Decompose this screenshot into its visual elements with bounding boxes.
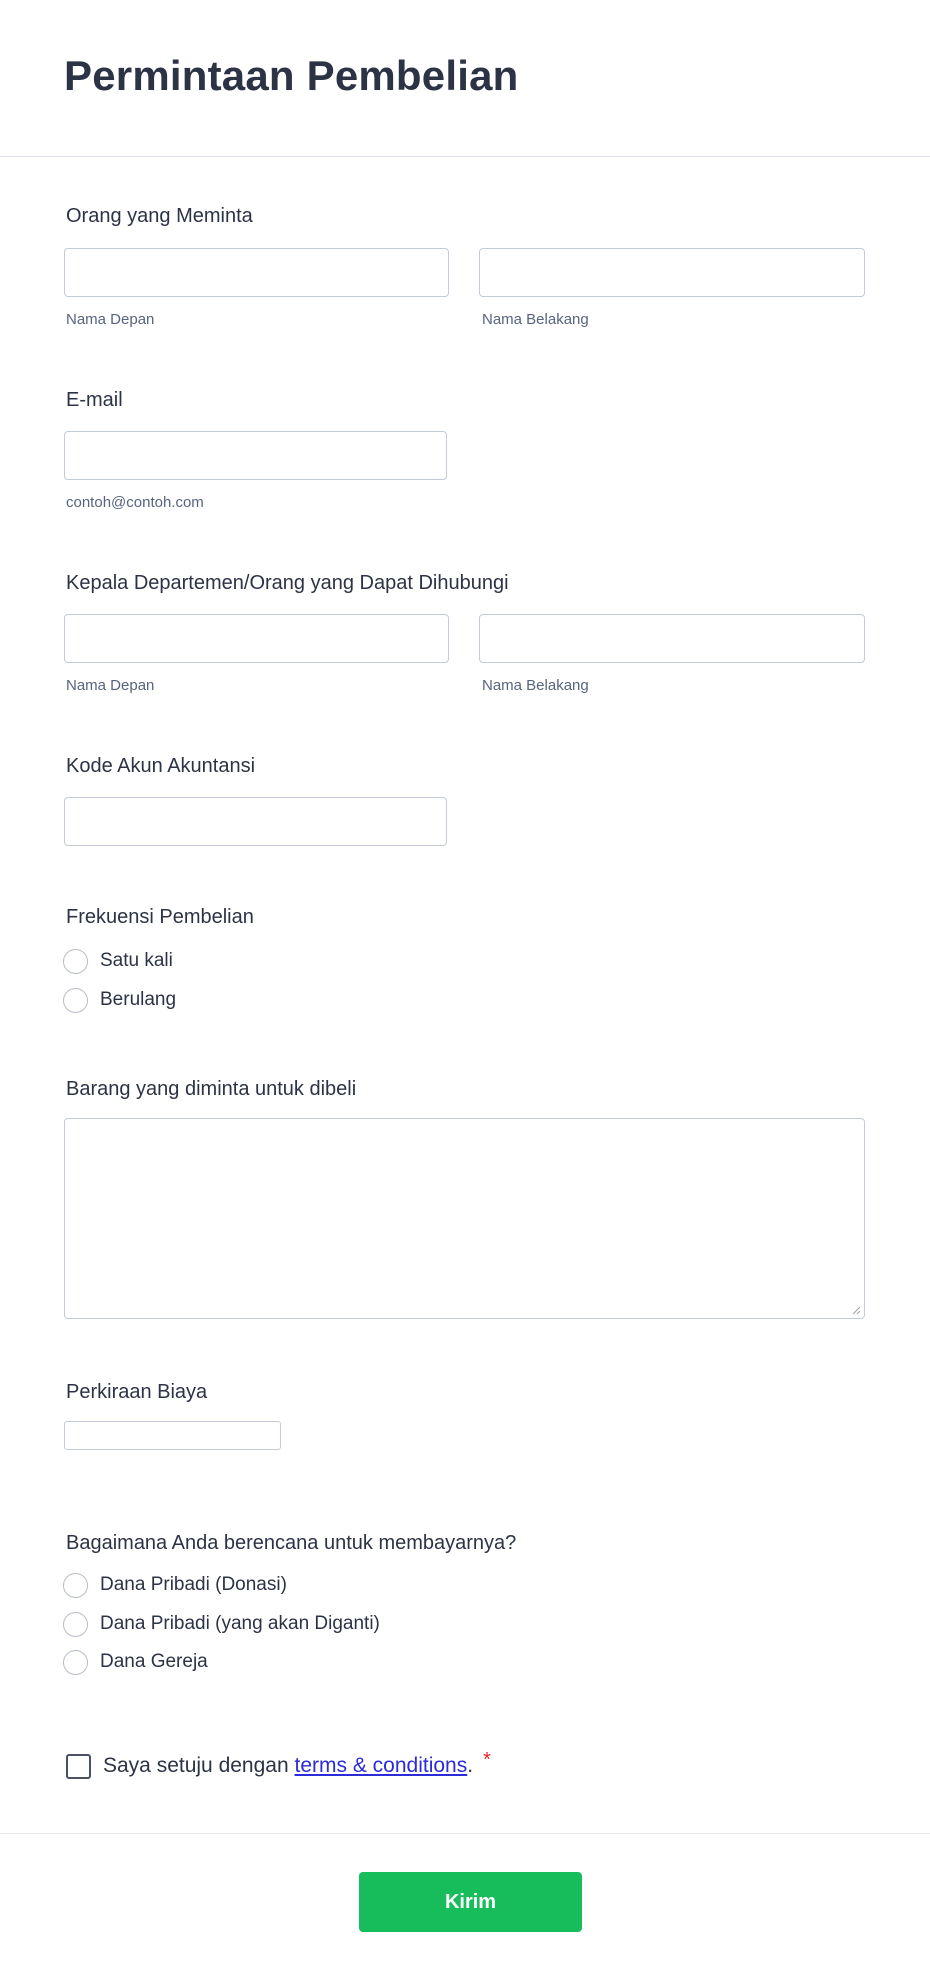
- radio-button[interactable]: [63, 1612, 88, 1637]
- terms-row: [66, 1748, 491, 1779]
- requester-first-name-input[interactable]: [64, 248, 449, 297]
- footer-divider: [0, 1833, 930, 1834]
- page-title: Permintaan Pembelian: [64, 52, 519, 99]
- account-code-input[interactable]: [64, 797, 447, 846]
- department-head-label: Kepala Departemen/Orang yang Dapat Dihubungi: [66, 572, 509, 594]
- email-sublabel: contoh@contoh.com: [66, 494, 204, 511]
- payment-option-label: Dana Gereja: [100, 1651, 208, 1672]
- payment-option-label: Dana Pribadi (Donasi): [100, 1574, 287, 1595]
- payment-option-label: Dana Pribadi (yang akan Diganti): [100, 1613, 380, 1634]
- frequency-option-label: Berulang: [100, 989, 177, 1010]
- required-asterisk: *: [483, 1748, 491, 1771]
- radio-button[interactable]: [63, 988, 88, 1013]
- form-header: [0, 0, 930, 157]
- submit-button[interactable]: Kirim: [359, 1872, 582, 1932]
- terms-text: [103, 1754, 473, 1778]
- payment-option-personal-reimbursed[interactable]: [63, 1611, 380, 1637]
- estimated-cost-label: Perkiraan Biaya: [66, 1381, 208, 1403]
- terms-link[interactable]: terms & conditions: [294, 1754, 468, 1777]
- payment-option-personal-donation[interactable]: [63, 1572, 287, 1598]
- terms-prefix: Saya setuju dengan: [103, 1754, 295, 1777]
- department-head-first-name-input[interactable]: [64, 614, 449, 663]
- payment-label: Bagaimana Anda berencana untuk membayarnya?: [66, 1532, 517, 1554]
- terms-suffix: .: [467, 1754, 474, 1777]
- items-label: Barang yang diminta untuk dibeli: [66, 1078, 357, 1100]
- email-input[interactable]: [64, 431, 447, 480]
- department-head-first-name-sublabel: Nama Depan: [66, 677, 155, 694]
- items-textarea[interactable]: [64, 1118, 865, 1319]
- radio-button[interactable]: [63, 1573, 88, 1598]
- email-label: E-mail: [66, 389, 123, 411]
- requester-last-name-input[interactable]: [479, 248, 865, 297]
- frequency-option-one-time[interactable]: [63, 948, 173, 974]
- terms-checkbox[interactable]: [66, 1754, 91, 1779]
- resize-handle-icon[interactable]: [852, 1306, 861, 1315]
- requester-first-name-sublabel: Nama Depan: [66, 311, 155, 328]
- frequency-option-label: Satu kali: [100, 950, 173, 971]
- radio-button[interactable]: [63, 949, 88, 974]
- department-head-last-name-input[interactable]: [479, 614, 865, 663]
- estimated-cost-input[interactable]: [64, 1421, 281, 1450]
- payment-option-church-fund[interactable]: [63, 1649, 208, 1675]
- frequency-label: Frekuensi Pembelian: [66, 906, 254, 928]
- frequency-option-recurring[interactable]: [63, 987, 176, 1013]
- radio-button[interactable]: [63, 1650, 88, 1675]
- account-code-label: Kode Akun Akuntansi: [66, 755, 256, 777]
- requester-label: Orang yang Meminta: [66, 205, 253, 227]
- department-head-last-name-sublabel: Nama Belakang: [482, 677, 589, 694]
- requester-last-name-sublabel: Nama Belakang: [482, 311, 589, 328]
